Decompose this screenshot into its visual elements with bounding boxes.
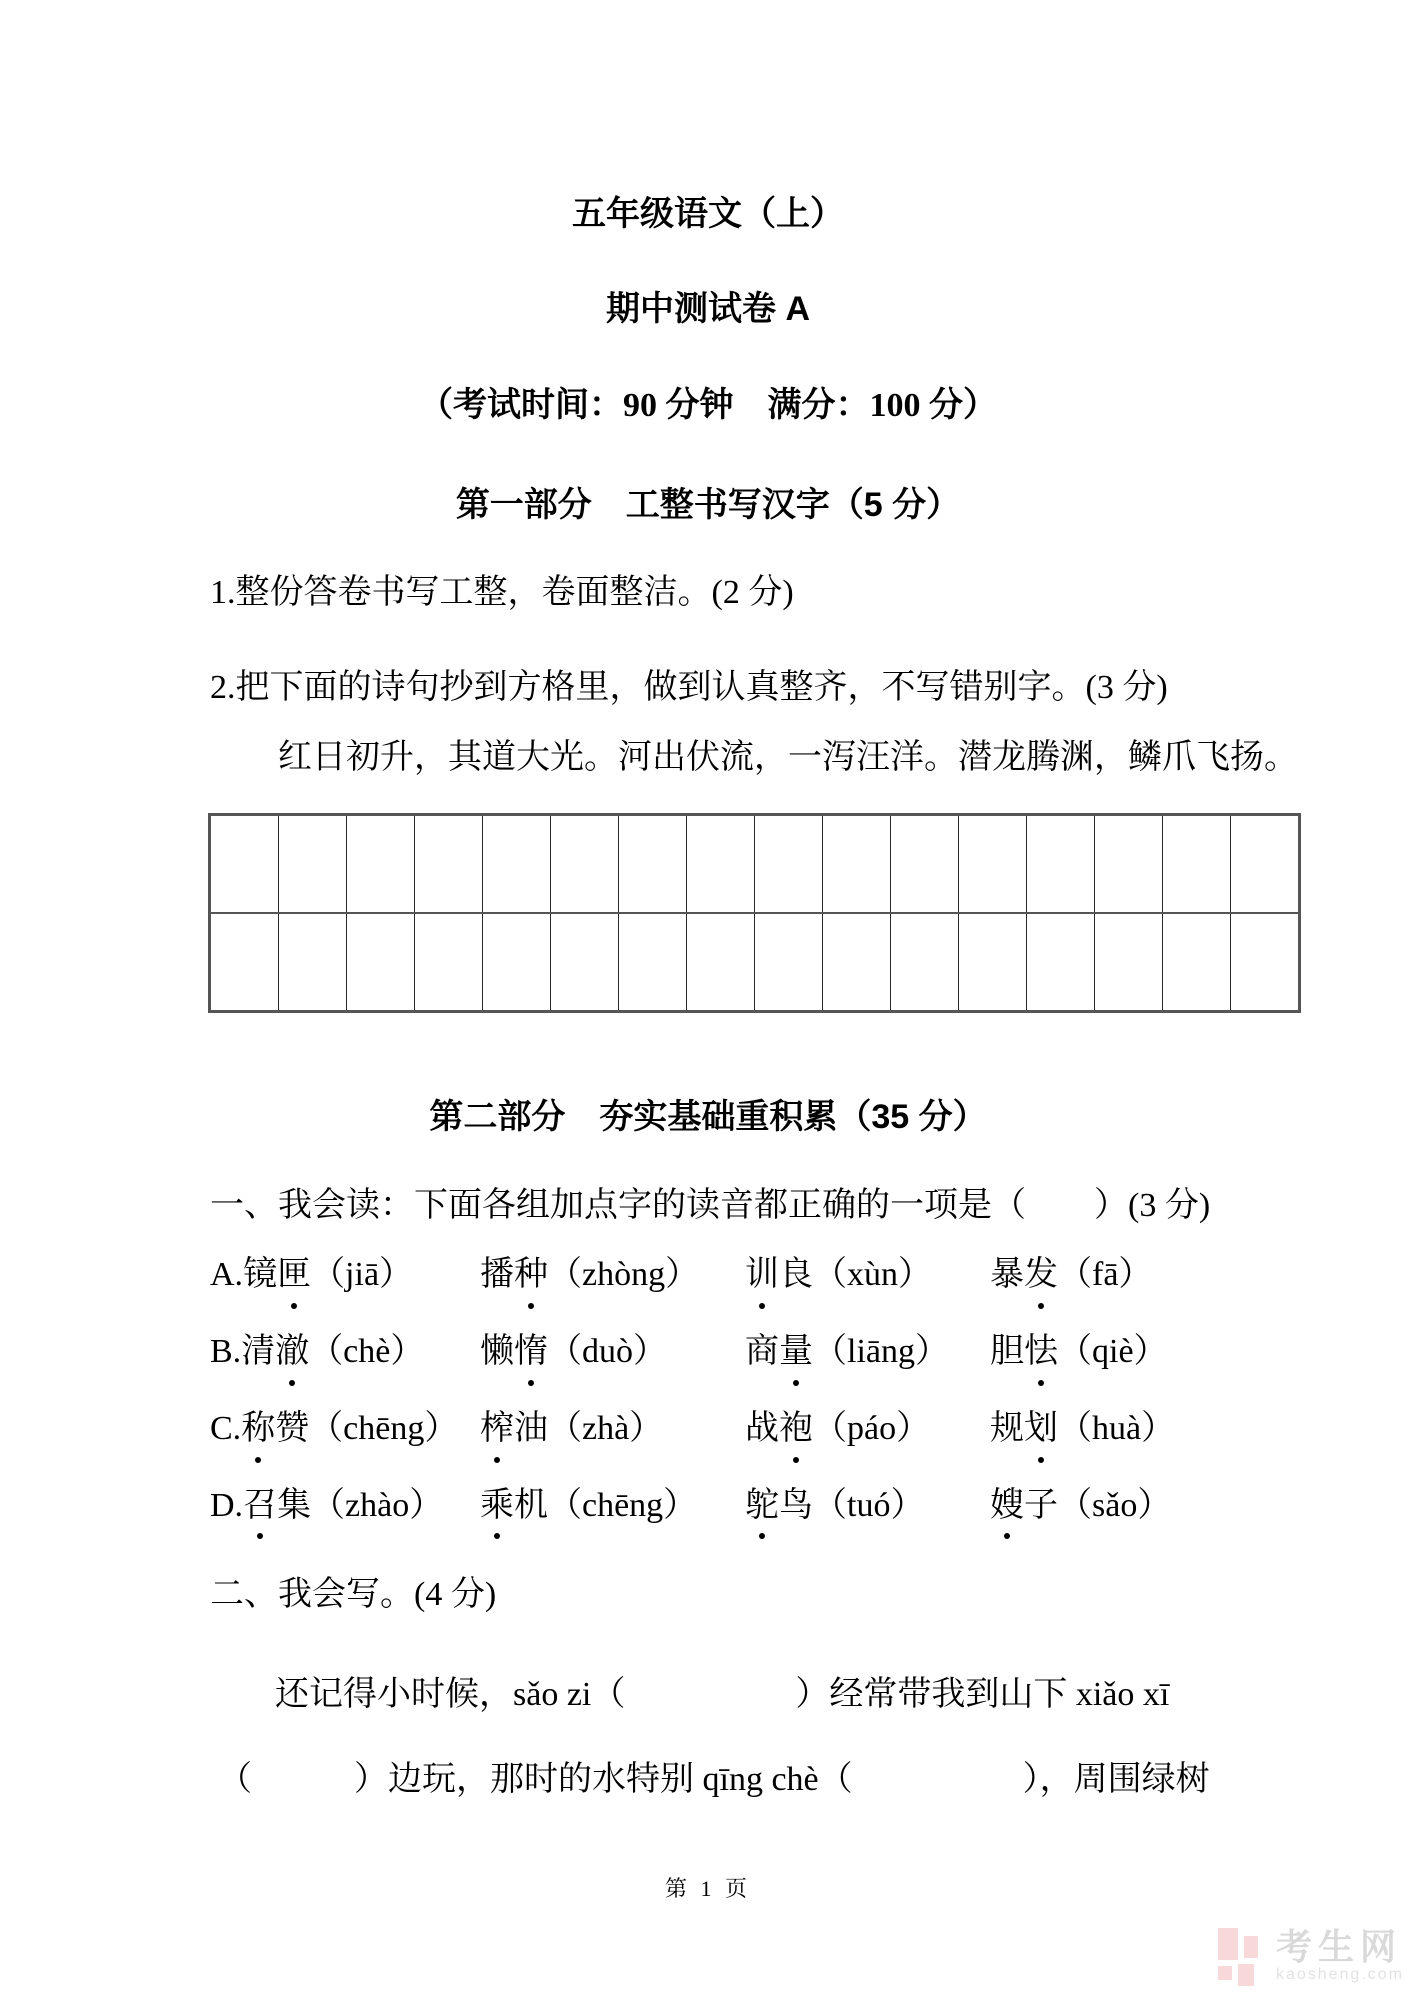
grid-cell[interactable]	[210, 814, 279, 913]
grid-cell[interactable]	[687, 913, 755, 1012]
page-number: 第 1 页	[664, 1876, 751, 1901]
grid-cell[interactable]	[959, 913, 1027, 1012]
option-word: 鸵鸟（tuó）	[745, 1486, 990, 1527]
grid-cell[interactable]	[619, 814, 687, 913]
watermark-text	[1275, 1925, 1404, 1986]
option-word: D.召集（zhào）	[210, 1486, 480, 1527]
watermark-site-name: 考生网	[1275, 1925, 1402, 1967]
option-word: C.称赞（chēng）	[210, 1409, 480, 1450]
grid-cell[interactable]	[755, 814, 823, 913]
grid-cell[interactable]	[210, 913, 279, 1012]
option-row	[0, 1332, 1416, 1373]
dotted-character: 鸵	[745, 1486, 779, 1527]
option-row	[0, 1486, 1416, 1527]
grid-cell[interactable]	[551, 814, 619, 913]
option-word: 暴发（fā）	[990, 1255, 1152, 1296]
dotted-character: 量	[779, 1332, 813, 1373]
grid-cell[interactable]	[1231, 913, 1300, 1012]
grid-cell[interactable]	[279, 913, 347, 1012]
logo-block	[1218, 1928, 1238, 1960]
logo-block	[1244, 1936, 1258, 1958]
exam-info: （考试时间：90 分钟 满分：100 分）	[419, 386, 997, 424]
q1-prompt: 一、我会读：下面各组加点字的读音都正确的一项是（ ）(3 分)	[210, 1187, 1211, 1225]
dotted-character: 乘	[480, 1486, 514, 1527]
option-word: 榨油（zhà）	[480, 1409, 745, 1450]
dotted-character: 怯	[1024, 1332, 1058, 1373]
option-word: B.清澈（chè）	[210, 1332, 480, 1373]
logo-block	[1218, 1966, 1232, 1980]
option-word: 播种（zhòng）	[480, 1255, 745, 1296]
option-word: 训良（xùn）	[745, 1255, 990, 1296]
grid-cell[interactable]	[483, 913, 551, 1012]
dotted-character: 嫂	[990, 1486, 1024, 1527]
grid-cell[interactable]	[483, 814, 551, 913]
dotted-character: 匣	[277, 1255, 311, 1296]
q2-line2: （ ）边玩，那时的水特别 qīng chè（ ），周围绿树	[218, 1760, 1210, 1798]
dotted-character: 称	[241, 1409, 275, 1450]
part1-heading: 第一部分 工整书写汉字（5 分）	[455, 486, 961, 525]
grid-cell[interactable]	[279, 814, 347, 913]
grid-cell[interactable]	[1027, 814, 1095, 913]
q2-line1: 还记得小时候，sǎo zi（ ）经常带我到山下 xiǎo xī	[275, 1676, 1170, 1714]
dotted-character: 种	[514, 1255, 548, 1296]
grid-cell[interactable]	[415, 814, 483, 913]
grid-cell[interactable]	[755, 913, 823, 1012]
option-word: 懒惰（duò）	[480, 1332, 745, 1373]
dotted-character: 划	[1024, 1409, 1058, 1450]
grid-cell[interactable]	[1163, 913, 1231, 1012]
grid-cell[interactable]	[1163, 814, 1231, 913]
dotted-character: 训	[745, 1255, 779, 1296]
paper-title: 五年级语文（上）	[572, 195, 844, 233]
grid-cell[interactable]	[959, 814, 1027, 913]
grid-cell[interactable]	[891, 913, 959, 1012]
dotted-character: 召	[243, 1486, 277, 1527]
part1-item2: 2.把下面的诗句抄到方格里，做到认真整齐，不写错别字。(3 分)	[210, 668, 1168, 706]
option-word: 战袍（páo）	[745, 1409, 990, 1450]
poem-line: 红日初升，其道大光。河出伏流，一泻汪洋。潜龙腾渊，鳞爪飞扬。	[278, 738, 1298, 776]
dotted-character: 袍	[779, 1409, 813, 1450]
option-word: 嫂子（sǎo）	[990, 1486, 1171, 1527]
kaosheng-logo-icon	[1218, 1928, 1264, 1986]
grid-cell[interactable]	[823, 913, 891, 1012]
watermark-site-domain: kaosheng.com	[1275, 1965, 1404, 1983]
writing-grid	[208, 813, 1301, 1013]
part2-heading: 第二部分 夯实基础重积累（35 分）	[429, 1097, 987, 1136]
dotted-character: 发	[1024, 1255, 1058, 1296]
logo-block	[1238, 1964, 1254, 1986]
grid-cell[interactable]	[347, 913, 415, 1012]
grid-cell[interactable]	[551, 913, 619, 1012]
part1-item1: 1.整份答卷书写工整，卷面整洁。(2 分)	[210, 574, 794, 612]
grid-cell[interactable]	[687, 814, 755, 913]
option-word: 规划（huà）	[990, 1409, 1175, 1450]
dotted-character: 惰	[514, 1332, 548, 1373]
paper-subtitle: 期中测试卷 A	[606, 289, 810, 328]
grid-cell[interactable]	[347, 814, 415, 913]
option-word: 商量（liāng）	[745, 1332, 990, 1373]
q2-prompt: 二、我会写。(4 分)	[210, 1576, 497, 1614]
dotted-character: 澈	[275, 1332, 309, 1373]
option-word: 乘机（chēng）	[480, 1486, 745, 1527]
grid-cell[interactable]	[1095, 913, 1163, 1012]
grid-cell[interactable]	[1027, 913, 1095, 1012]
grid-cell[interactable]	[823, 814, 891, 913]
grid-cell[interactable]	[619, 913, 687, 1012]
grid-cell[interactable]	[415, 913, 483, 1012]
option-word: 胆怯（qiè）	[990, 1332, 1168, 1373]
dotted-character: 榨	[480, 1409, 514, 1450]
option-word: A.镜匣（jiā）	[210, 1255, 480, 1296]
option-row	[0, 1255, 1416, 1296]
watermark	[1218, 1925, 1404, 1986]
q1-options	[0, 1255, 1416, 1526]
grid-cell[interactable]	[1095, 814, 1163, 913]
grid-cell[interactable]	[1231, 814, 1300, 913]
grid-cell[interactable]	[891, 814, 959, 913]
option-row	[0, 1409, 1416, 1450]
